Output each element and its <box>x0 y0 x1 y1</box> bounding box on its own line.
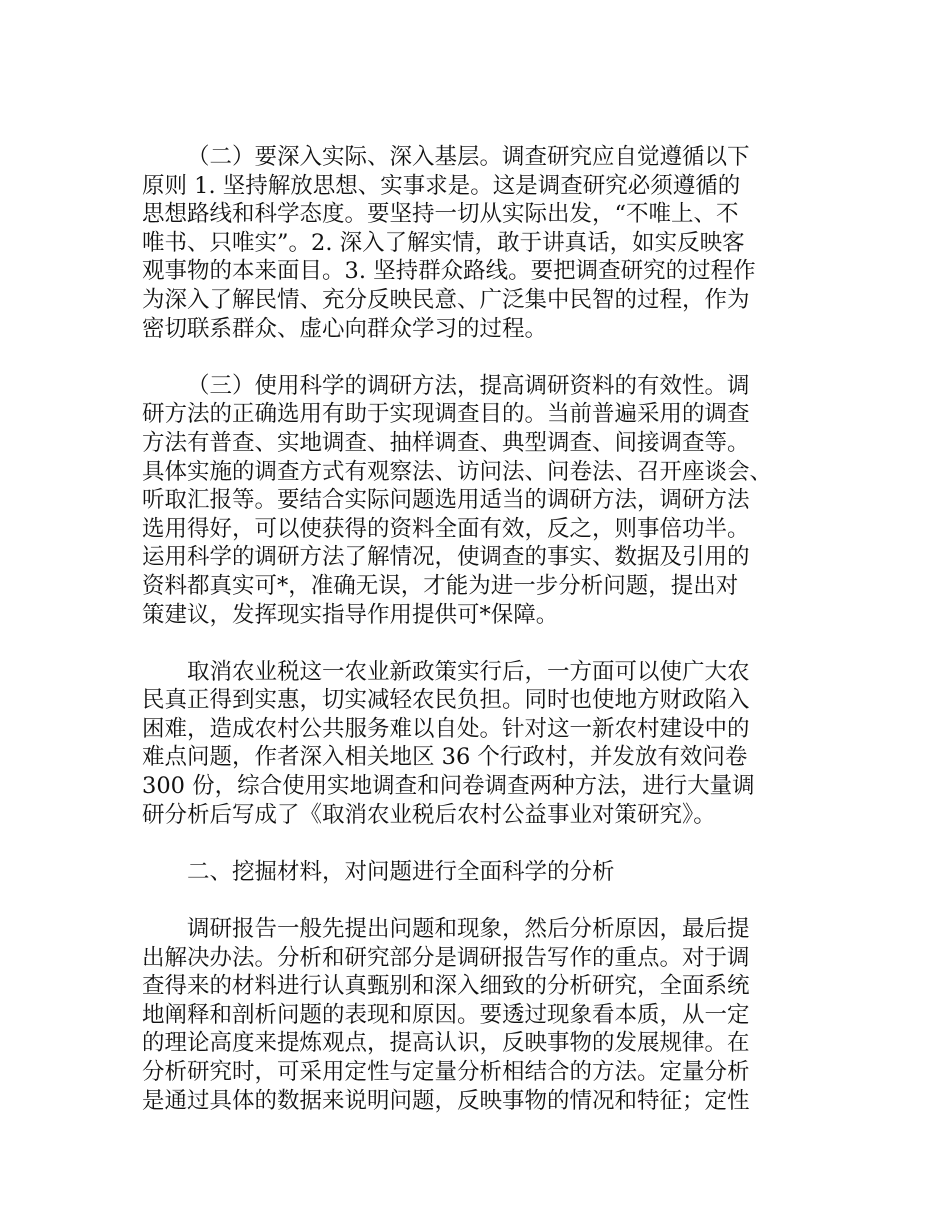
text-line: 具体实施的调查方式有观察法、访问法、问卷法、召开座谈会、 <box>142 458 773 485</box>
text-line: 为深入了解民情、充分反映民意、广泛集中民智的过程，作为 <box>142 286 750 313</box>
text-line: 研方法的正确选用有助于实现调查目的。当前普遍采用的调查 <box>142 401 750 428</box>
text-line: 地阐释和剖析问题的表现和原因。要透过现象看本质，从一定 <box>142 1001 750 1028</box>
text-line: （三）使用科学的调研方法，提高调研资料的有效性。调 <box>187 372 750 399</box>
text-line: 研分析后写成了《取消农业税后农村公益事业对策研究》。 <box>142 801 716 828</box>
text-line: 听取汇报等。要结合实际问题选用适当的调研方法，调研方法 <box>142 487 750 514</box>
text-line: 是通过具体的数据来说明问题，反映事物的情况和特征；定性 <box>142 1087 750 1114</box>
text-line: 密切联系群众、虚心向群众学习的过程。 <box>142 315 548 342</box>
text-line: 调研报告一般先提出问题和现象，然后分析原因，最后提 <box>187 916 750 943</box>
text-line: 困难，造成农村公共服务难以自处。针对这一新农村建设中的 <box>142 715 750 742</box>
paragraph-principles <box>142 143 822 343</box>
paragraph-example <box>142 658 822 830</box>
text-line: 的理论高度来提炼观点，提高认识，反映事物的发展规律。在 <box>142 1030 750 1057</box>
text-line: 二、挖掘材料，对问题进行全面科学的分析 <box>187 858 615 885</box>
text-line: （二）要深入实际、深入基层。调查研究应自觉遵循以下 <box>187 144 750 170</box>
text-line: 查得来的材料进行认真甄别和深入细致的分析研究，全面系统 <box>142 973 750 1000</box>
document-body <box>142 143 822 1144</box>
text-line: 思想路线和科学态度。要坚持一切从实际出发，“不唯上、不 <box>142 201 739 228</box>
text-line: 取消农业税这一农业新政策实行后，一方面可以使广大农 <box>187 658 750 685</box>
text-line: 300 份，综合使用实地调查和问卷调查两种方法，进行大量调 <box>142 773 755 800</box>
text-line: 出解决办法。分析和研究部分是调研报告写作的重点。对于调 <box>142 944 750 971</box>
text-line: 民真正得到实惠，切实减轻农民负担。同时也使地方财政陷入 <box>142 687 750 714</box>
text-line: 难点问题，作者深入相关地区 36 个行政村，并发放有效问卷 <box>142 744 748 771</box>
text-line: 方法有普查、实地调查、抽样调查、典型调查、间接调查等。 <box>142 429 750 456</box>
text-line: 观事物的本来面目。3. 坚持群众路线。要把调查研究的过程作 <box>142 258 756 285</box>
section-heading <box>142 858 822 887</box>
text-line: 原则 1. 坚持解放思想、实事求是。这是调查研究必须遵循的 <box>142 172 741 199</box>
paragraph-methods <box>142 372 822 629</box>
text-line: 运用科学的调研方法了解情况，使调查的事实、数据及引用的 <box>142 544 750 571</box>
paragraph-analysis <box>142 915 822 1115</box>
text-line: 唯书、只唯实”。2. 深入了解实情，敢于讲真话，如实反映客 <box>142 229 745 256</box>
text-line: 选用得好，可以使获得的资料全面有效，反之，则事倍功半。 <box>142 515 750 542</box>
text-line: 分析研究时，可采用定性与定量分析相结合的方法。定量分析 <box>142 1059 750 1085</box>
text-line: 策建议，发挥现实指导作用提供可*保障。 <box>142 601 559 628</box>
text-line: 资料都真实可*，准确无误，才能为进一步分析问题，提出对 <box>142 572 739 599</box>
